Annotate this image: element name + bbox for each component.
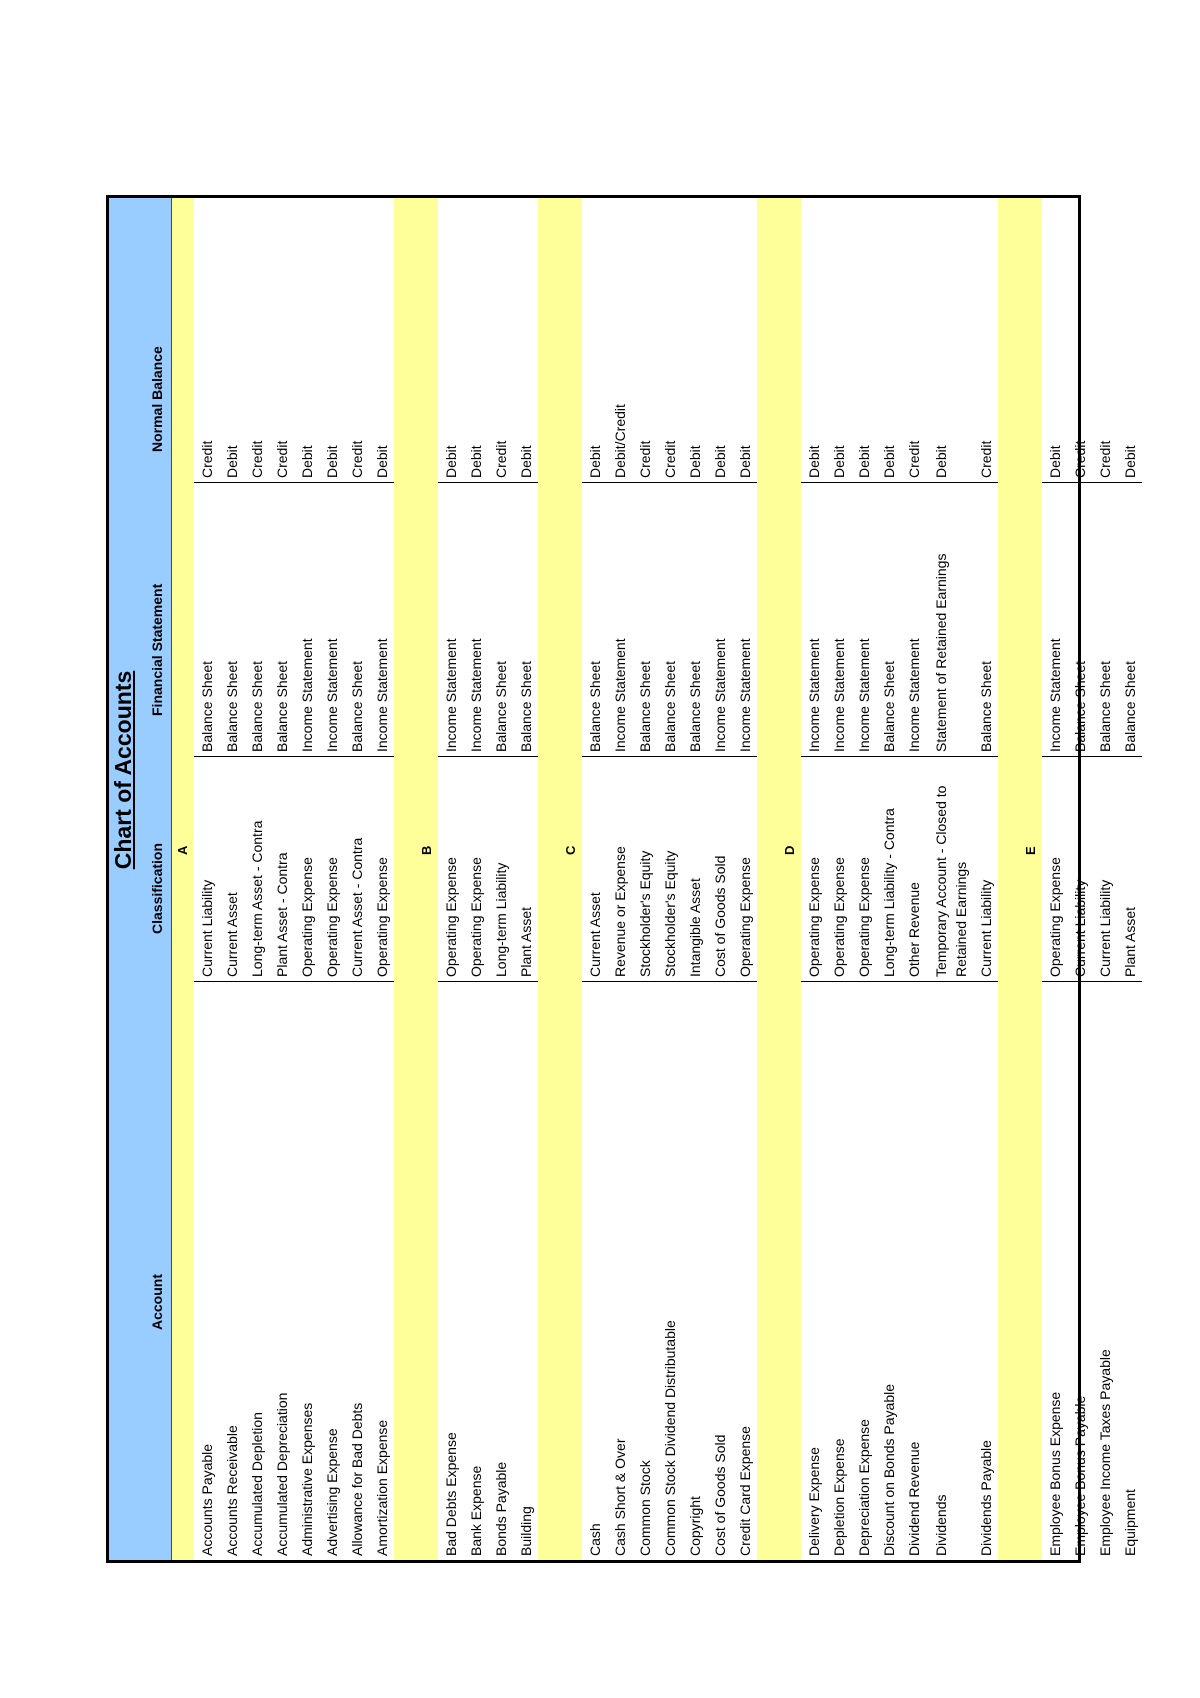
normal-balance-cell: Debit (686, 445, 703, 478)
account-cell: Advertising Expense (323, 1428, 340, 1556)
table-row (463, 198, 488, 1560)
table-row (438, 198, 463, 1560)
table-row (269, 198, 294, 1560)
table-row (851, 198, 876, 1560)
account-cell: Bank Expense (467, 1465, 484, 1556)
table-row (682, 198, 707, 1560)
normal-balance-cell: Credit (661, 440, 678, 478)
classification-cell: Plant Asset (1117, 756, 1142, 982)
classification-cell: Current Asset (219, 756, 244, 982)
section-letter: C (563, 845, 578, 855)
account-cell: Dividend Revenue (905, 1441, 922, 1556)
table-row (194, 198, 219, 1560)
classification-cell: Revenue or Expense (607, 756, 632, 982)
table-row (488, 198, 513, 1560)
account-cell: Building (517, 1506, 534, 1556)
financial-statement-cell: Income Statement (294, 482, 319, 756)
table-row (1092, 198, 1117, 1560)
header-normal-balance: Normal Balance (149, 346, 165, 452)
section-spacer (757, 198, 779, 1560)
normal-balance-cell: Credit (273, 440, 290, 478)
normal-balance-cell: Credit (248, 440, 265, 478)
table-row (707, 198, 732, 1560)
table-row (801, 198, 826, 1560)
section-letter-row (416, 198, 438, 1560)
section-letter: D (782, 845, 797, 855)
normal-balance-cell: Credit (1071, 440, 1088, 478)
account-cell: Employee Bonus Expense (1046, 1391, 1063, 1556)
table-row (632, 198, 657, 1560)
classification-cell: Operating Expense (319, 756, 344, 982)
table-row (319, 198, 344, 1560)
normal-balance-cell: Debit (805, 445, 822, 478)
section-spacer (394, 198, 416, 1560)
table-row (607, 198, 632, 1560)
classification-cell: Current Liability (1092, 756, 1117, 982)
financial-statement-cell: Balance Sheet (194, 482, 219, 756)
normal-balance-cell: Debit (373, 445, 390, 478)
account-cell: Depreciation Expense (855, 1419, 872, 1556)
table-row (582, 198, 607, 1560)
classification-cell: Long-term Liability (488, 756, 513, 982)
financial-statement-cell: Income Statement (851, 482, 876, 756)
financial-statement-cell: Balance Sheet (219, 482, 244, 756)
account-cell: Amortization Expense (373, 1419, 390, 1556)
account-cell: Administrative Expenses (298, 1402, 315, 1556)
financial-statement-cell: Balance Sheet (513, 482, 538, 756)
account-cell: Discount on Bonds Payable (880, 1384, 897, 1556)
header-classification: Classification (149, 842, 165, 934)
financial-statement-cell: Balance Sheet (632, 482, 657, 756)
account-cell: Cash (586, 1523, 603, 1556)
normal-balance-cell: Debit (442, 445, 459, 478)
table-row (826, 198, 851, 1560)
financial-statement-cell: Balance Sheet (876, 482, 901, 756)
normal-balance-cell: Debit (1121, 445, 1138, 478)
account-cell: Equipment (1121, 1489, 1138, 1556)
section-letter-row (172, 198, 194, 1560)
financial-statement-cell: Balance Sheet (657, 482, 682, 756)
account-cell: Dividends (933, 1494, 949, 1556)
normal-balance-cell: Debit (855, 445, 872, 478)
classification-cell: Operating Expense (851, 756, 876, 982)
normal-balance-cell: Debit (1046, 445, 1063, 478)
table-row (344, 198, 369, 1560)
account-cell: Bonds Payable (492, 1461, 509, 1556)
account-cell: Accounts Receivable (223, 1425, 240, 1556)
table-row (294, 198, 319, 1560)
table-header (109, 198, 172, 1560)
table-row (1042, 198, 1067, 1560)
section-letter-row (1020, 198, 1042, 1560)
classification-cell: Operating Expense (732, 756, 757, 982)
section-letter-row (779, 198, 801, 1560)
account-cell: Delivery Expense (805, 1447, 822, 1556)
account-cell: Employee Bonus Payable (1071, 1395, 1088, 1556)
normal-balance-cell: Credit (1096, 440, 1113, 478)
financial-statement-cell: Income Statement (369, 482, 394, 756)
normal-balance-cell: Debit (323, 445, 340, 478)
section-spacer (538, 198, 560, 1560)
financial-statement-cell: Balance Sheet (244, 482, 269, 756)
classification-cell: Plant Asset - Contra (269, 756, 294, 982)
table-row (973, 198, 998, 1560)
normal-balance-cell: Debit (223, 445, 240, 478)
financial-statement-cell: Income Statement (607, 482, 632, 756)
table-row (732, 198, 757, 1560)
section-spacer (998, 198, 1020, 1560)
account-cell: Common Stock (636, 1460, 653, 1556)
normal-balance-cell: Debit (467, 445, 484, 478)
financial-statement-cell: Income Statement (901, 482, 926, 756)
financial-statement-cell: Balance Sheet (1117, 482, 1142, 756)
table-row (901, 198, 926, 1560)
account-cell: Common Stock Dividend Distributable (661, 1320, 678, 1556)
account-cell: Cash Short & Over (611, 1438, 628, 1556)
section-letter-row (560, 198, 582, 1560)
chart-of-accounts-sheet (106, 195, 1138, 1563)
account-cell: Credit Card Expense (736, 1426, 753, 1556)
table-row (244, 198, 269, 1560)
classification-cell: Operating Expense (801, 756, 826, 982)
classification-cell: Operating Expense (826, 756, 851, 982)
normal-balance-cell: Credit (977, 440, 994, 478)
table-row (1067, 198, 1092, 1560)
classification-cell: Operating Expense (1042, 756, 1067, 982)
financial-statement-cell: Income Statement (1042, 482, 1067, 756)
financial-statement-cell: Balance Sheet (682, 482, 707, 756)
section-letter: E (1023, 846, 1038, 855)
classification-cell: Long-term Liability - Contra (876, 756, 901, 982)
table-row (657, 198, 682, 1560)
account-cell: Dividends Payable (977, 1440, 994, 1556)
table-row (219, 198, 244, 1560)
classification-cell: Current Asset (582, 756, 607, 982)
table-row (1117, 198, 1142, 1560)
header-account: Account (149, 1274, 165, 1330)
table-row (876, 198, 901, 1560)
account-cell: Bad Debts Expense (442, 1432, 459, 1556)
normal-balance-cell: Debit (517, 445, 534, 478)
financial-statement-cell: Income Statement (732, 482, 757, 756)
header-financial-statement: Financial Statement (149, 583, 165, 716)
normal-balance-cell: Credit (905, 440, 922, 478)
normal-balance-cell: Debit (298, 445, 315, 478)
financial-statement-cell: Income Statement (319, 482, 344, 756)
classification-cell: Current Liability (973, 756, 998, 982)
financial-statement-cell: Income Statement (438, 482, 463, 756)
normal-balance-cell: Credit (348, 440, 365, 478)
page-title: Chart of Accounts (110, 670, 136, 870)
financial-statement-cell: Statement of Retained Earnings (926, 482, 973, 756)
financial-statement-cell: Income Statement (801, 482, 826, 756)
classification-cell: Operating Expense (369, 756, 394, 982)
normal-balance-cell: Debit (736, 445, 753, 478)
classification-cell: Cost of Goods Sold (707, 756, 732, 982)
classification-cell: Stockholder's Equity (657, 756, 682, 982)
classification-cell: Current Liability (1067, 756, 1092, 982)
financial-statement-cell: Balance Sheet (582, 482, 607, 756)
account-cell: Accumulated Depletion (248, 1412, 265, 1556)
classification-cell: Operating Expense (463, 756, 488, 982)
normal-balance-cell: Debit/Credit (611, 404, 628, 478)
account-cell: Accounts Payable (198, 1443, 215, 1556)
classification-cell: Long-term Asset - Contra (244, 756, 269, 982)
classification-cell: Operating Expense (438, 756, 463, 982)
rotated-table (106, 195, 1138, 1563)
classification-cell: Plant Asset (513, 756, 538, 982)
normal-balance-cell: Debit (830, 445, 847, 478)
section-letter: B (419, 845, 434, 855)
classification-cell: Other Revenue (901, 756, 926, 982)
classification-cell: Operating Expense (294, 756, 319, 982)
account-cell: Employee Income Taxes Payable (1096, 1349, 1113, 1556)
financial-statement-cell: Income Statement (463, 482, 488, 756)
account-cell: Depletion Expense (830, 1438, 847, 1556)
account-cell: Accumulated Depreciation (273, 1392, 290, 1556)
financial-statement-cell: Balance Sheet (488, 482, 513, 756)
table-row (513, 198, 538, 1560)
normal-balance-cell: Credit (636, 440, 653, 478)
financial-statement-cell: Balance Sheet (973, 482, 998, 756)
account-cell: Allowance for Bad Debts (348, 1402, 365, 1556)
table-row (926, 198, 973, 1560)
normal-balance-cell: Credit (198, 440, 215, 478)
account-cell: Copyright (686, 1496, 703, 1556)
normal-balance-cell: Debit (880, 445, 897, 478)
classification-cell: Stockholder's Equity (632, 756, 657, 982)
normal-balance-cell: Credit (492, 440, 509, 478)
section-letter: A (175, 845, 190, 855)
normal-balance-cell: Debit (711, 445, 728, 478)
classification-cell: Temporary Account - Closed to Retained Earnings (926, 756, 973, 982)
financial-statement-cell: Balance Sheet (1067, 482, 1092, 756)
normal-balance-cell: Debit (933, 445, 949, 478)
financial-statement-cell: Balance Sheet (1092, 482, 1117, 756)
financial-statement-cell: Income Statement (826, 482, 851, 756)
classification-cell: Current Liability (194, 756, 219, 982)
classification-cell: Intangible Asset (682, 756, 707, 982)
normal-balance-cell: Debit (586, 445, 603, 478)
financial-statement-cell: Balance Sheet (344, 482, 369, 756)
table-row (369, 198, 394, 1560)
account-cell: Cost of Goods Sold (711, 1434, 728, 1556)
table-body (172, 198, 1142, 1560)
financial-statement-cell: Balance Sheet (269, 482, 294, 756)
classification-cell: Current Asset - Contra (344, 756, 369, 982)
financial-statement-cell: Income Statement (707, 482, 732, 756)
